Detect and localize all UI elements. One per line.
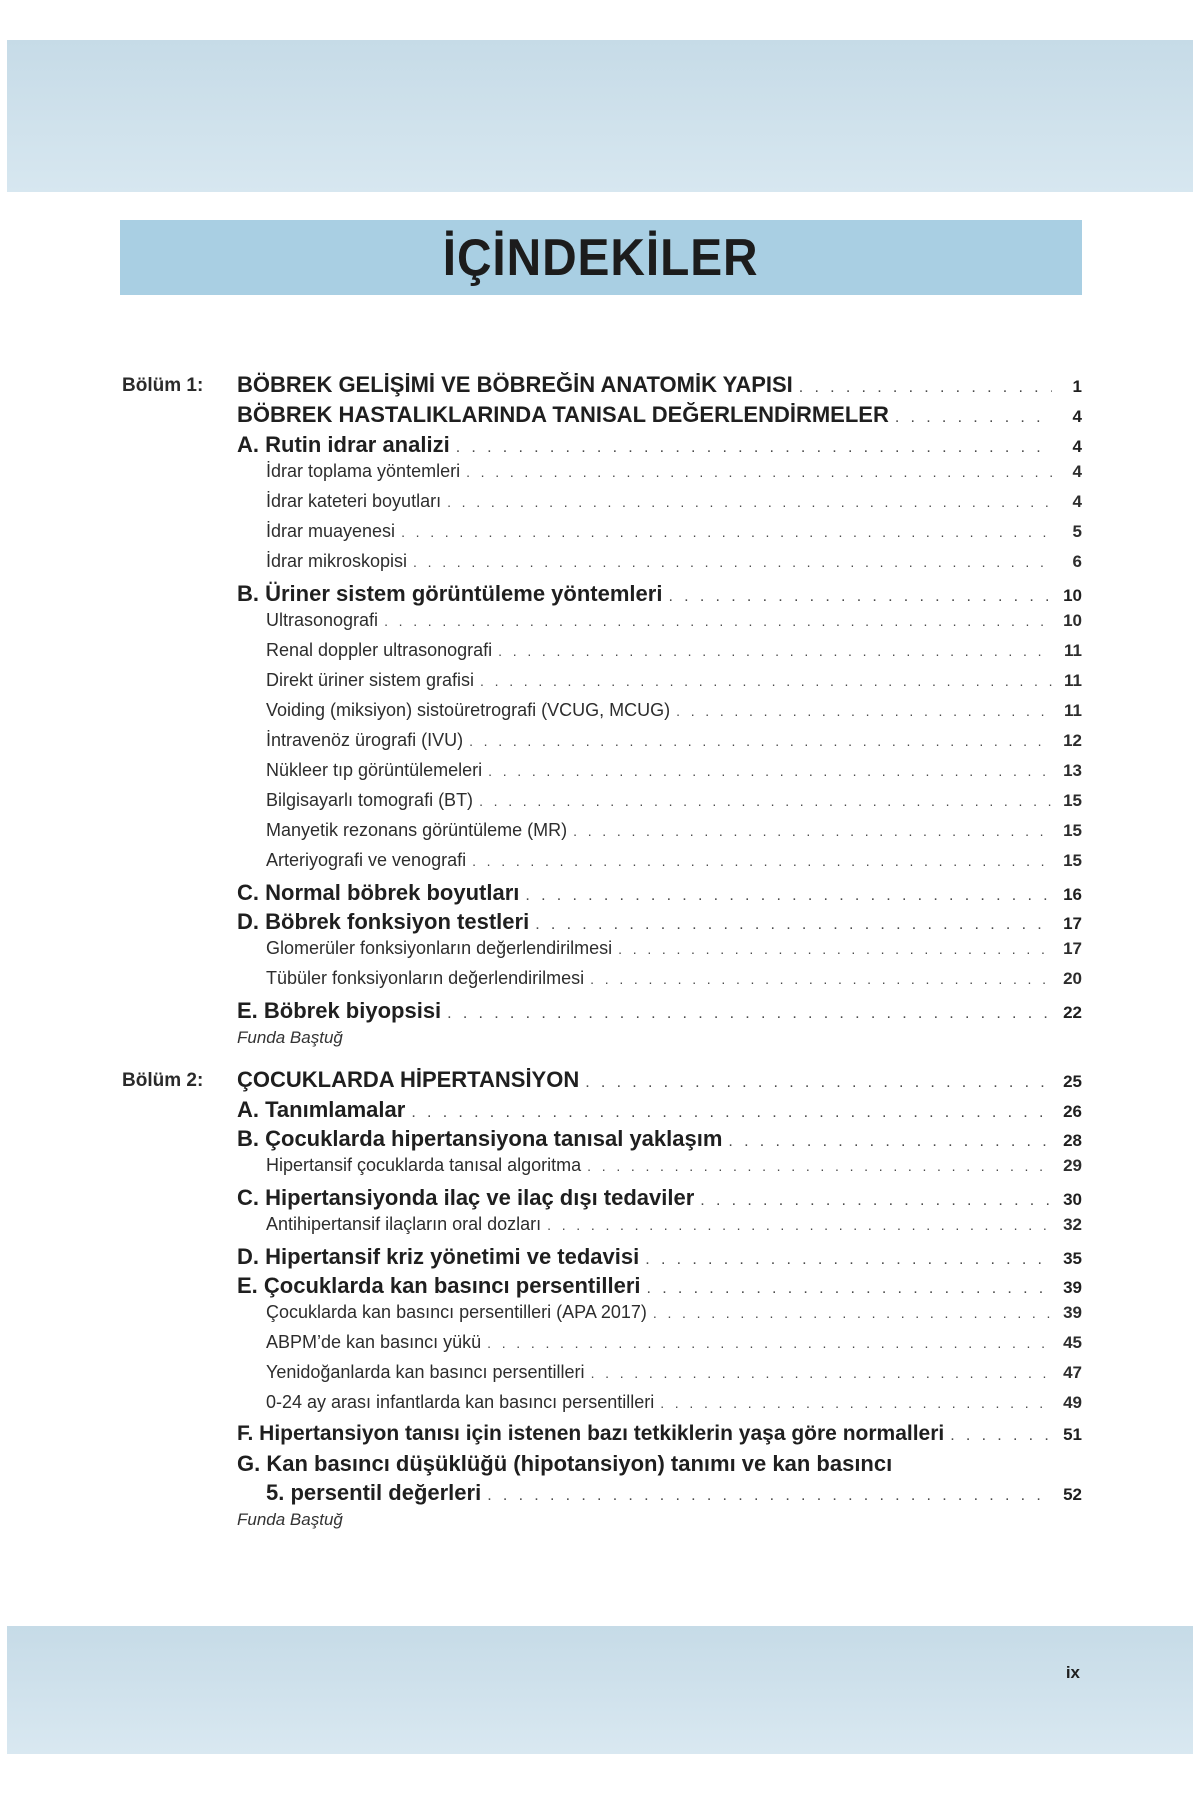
- toc-entry[interactable]: [237, 998, 1082, 1027]
- toc-entry-page: 26: [1063, 1102, 1082, 1121]
- toc-entry-title: Ultrasonografi: [266, 610, 379, 630]
- toc-entry-title: Arteriyografi ve venografi: [266, 850, 467, 870]
- toc-entry-title: 5. persentil değerleri: [266, 1480, 482, 1505]
- toc-entry-title: B. Üriner sistem görüntüleme yöntemleri: [237, 581, 663, 606]
- toc-entry-title: E. Çocuklarda kan basıncı persentilleri: [237, 1273, 641, 1298]
- toc-entry-page: 47: [1063, 1363, 1082, 1382]
- toc-entry[interactable]: [237, 1126, 1082, 1155]
- header-band: [7, 40, 1193, 192]
- leader-dots: [447, 494, 1052, 510]
- toc-entry-page: 10: [1063, 611, 1082, 630]
- leader-dots: [487, 1335, 1052, 1351]
- toc-entry[interactable]: [266, 968, 1082, 998]
- toc-entry-title: İdrar toplama yöntemleri: [266, 461, 461, 481]
- toc-entry-page: 5: [1072, 522, 1082, 541]
- toc-entry[interactable]: [266, 790, 1082, 820]
- toc-entry-page: 39: [1063, 1303, 1082, 1322]
- toc-entry-title: A. Tanımlamalar: [237, 1097, 406, 1122]
- leader-dots: [480, 673, 1052, 689]
- toc-entry[interactable]: [122, 372, 1082, 402]
- page-number: ix: [1065, 1663, 1080, 1682]
- leader-dots: [479, 793, 1052, 809]
- toc-entry-page: 15: [1063, 851, 1082, 870]
- leader-dots: [728, 1133, 1052, 1151]
- leader-dots: [384, 613, 1052, 629]
- toc-entry-title: D. Böbrek fonksiyon testleri: [237, 909, 530, 934]
- toc-entry-page: 25: [1063, 1072, 1082, 1091]
- toc-entry-title: Tübüler fonksiyonların değerlendirilmesi: [266, 968, 585, 988]
- toc-entry-page: 52: [1063, 1485, 1082, 1504]
- toc-entry-page: 11: [1064, 641, 1082, 660]
- toc-entry-page: 4: [1072, 407, 1082, 426]
- toc-entry[interactable]: [237, 402, 1082, 432]
- leader-dots: [700, 1192, 1052, 1210]
- leader-dots: [587, 1158, 1052, 1174]
- toc-entry[interactable]: [266, 640, 1082, 670]
- toc-entry[interactable]: [266, 1332, 1082, 1362]
- toc-entry-title: İntravenöz ürografi (IVU): [266, 730, 464, 750]
- toc-entry-page: 11: [1064, 701, 1082, 720]
- leader-dots: [411, 1104, 1052, 1122]
- leader-dots: [653, 1305, 1052, 1321]
- leader-dots: [660, 1395, 1052, 1411]
- leader-dots: [535, 916, 1052, 934]
- toc-entry[interactable]: [237, 1185, 1082, 1214]
- toc-entry[interactable]: [237, 1422, 1082, 1451]
- leader-dots: [498, 643, 1052, 659]
- toc-entry-title: Antihipertansif ilaçların oral dozları: [266, 1214, 542, 1234]
- toc-entry-page: 51: [1063, 1425, 1082, 1444]
- leader-dots: [647, 1280, 1053, 1298]
- toc-entry-page: 15: [1063, 791, 1082, 810]
- toc-entry[interactable]: [266, 730, 1082, 760]
- toc-entry-line[interactable]: [237, 1451, 1082, 1480]
- toc-entry[interactable]: [266, 491, 1082, 521]
- toc-entry-title: İdrar muayenesi: [266, 521, 396, 541]
- toc-entry-page: 28: [1063, 1131, 1082, 1150]
- toc-entry-page: 49: [1063, 1393, 1082, 1412]
- toc-entry-title: A. Rutin idrar analizi: [237, 432, 450, 457]
- toc-entry[interactable]: [266, 551, 1082, 581]
- toc-entry-title: 0-24 ay arası infantlarda kan basıncı persentilleri: [266, 1392, 655, 1412]
- leader-dots: [469, 733, 1052, 749]
- chapter-label: Bölüm 2:: [122, 1070, 204, 1091]
- leader-dots: [488, 763, 1052, 779]
- toc-entry-title: G. Kan basıncı düşüklüğü (hipotansiyon) tanımı ve kan basıncı: [237, 1451, 893, 1476]
- toc-entry-page: 35: [1063, 1249, 1082, 1268]
- toc-entry-page: 13: [1063, 761, 1082, 780]
- toc-entry[interactable]: [266, 521, 1082, 551]
- toc-entry-page: 17: [1063, 939, 1082, 958]
- table-of-contents: [122, 372, 1082, 1549]
- leader-dots: [799, 379, 1052, 397]
- toc-entry-page: 29: [1063, 1156, 1082, 1175]
- toc-entry[interactable]: [237, 1273, 1082, 1302]
- toc-entry-title: İdrar kateteri boyutları: [266, 491, 442, 511]
- toc-entry-title: Yenidoğanlarda kan basıncı persentilleri: [266, 1362, 585, 1382]
- leader-dots: [591, 1365, 1052, 1381]
- toc-entry-title: Manyetik rezonans görüntüleme (MR): [266, 820, 568, 840]
- toc-entry-page: 17: [1063, 914, 1082, 933]
- leader-dots: [487, 1487, 1052, 1505]
- toc-entry[interactable]: [237, 1097, 1082, 1126]
- toc-entry-page: 11: [1064, 671, 1082, 690]
- toc-entry-page: 4: [1072, 462, 1082, 481]
- toc-entry-title: Glomerüler fonksiyonların değerlendirilmesi: [266, 938, 613, 958]
- author-name: Funda Baştuğ: [237, 1028, 343, 1047]
- toc-entry-page: 20: [1063, 969, 1082, 988]
- toc-entry-title: ABPM’de kan basıncı yükü: [266, 1332, 482, 1352]
- leader-dots: [447, 1005, 1052, 1023]
- toc-entry-page: 4: [1072, 492, 1082, 511]
- toc-entry-title: BÖBREK GELİŞİMİ VE BÖBREĞİN ANATOMİK YAPISI: [237, 372, 793, 397]
- leader-dots: [950, 1427, 1052, 1445]
- leader-dots: [573, 823, 1052, 839]
- leader-dots: [676, 703, 1052, 719]
- toc-entry[interactable]: [266, 461, 1082, 491]
- leader-dots: [413, 554, 1052, 570]
- toc-entry-page: 22: [1063, 1003, 1082, 1022]
- toc-entry[interactable]: [266, 1392, 1082, 1422]
- toc-entry-page: 45: [1063, 1333, 1082, 1352]
- toc-entry-title: Voiding (miksiyon) sistoüretrografi (VCUG, MCUG): [266, 700, 671, 720]
- toc-entry-page: 1: [1072, 377, 1082, 396]
- leader-dots: [456, 439, 1052, 457]
- toc-entry[interactable]: [237, 909, 1082, 938]
- toc-entry-page: 39: [1063, 1278, 1082, 1297]
- toc-entry[interactable]: [266, 1214, 1082, 1244]
- toc-entry-title: Bilgisayarlı tomografi (BT): [266, 790, 474, 810]
- toc-entry[interactable]: [266, 760, 1082, 790]
- toc-entry-page: 15: [1063, 821, 1082, 840]
- toc-entry-title: BÖBREK HASTALIKLARINDA TANISAL DEĞERLENDİRMELER: [237, 402, 889, 427]
- toc-entry-page: 6: [1072, 552, 1082, 571]
- leader-dots: [466, 464, 1052, 480]
- toc-entry[interactable]: [266, 1362, 1082, 1392]
- page-title: İÇİNDEKİLER: [443, 228, 759, 287]
- toc-entry-title: İdrar mikroskopisi: [266, 551, 408, 571]
- author-name: Funda Baştuğ: [237, 1510, 343, 1529]
- toc-entry[interactable]: [237, 432, 1082, 461]
- toc-entry[interactable]: [237, 880, 1082, 909]
- toc-entry-title: Direkt üriner sistem grafisi: [266, 670, 475, 690]
- leader-dots: [590, 971, 1052, 987]
- toc-entry[interactable]: [266, 1480, 1082, 1509]
- toc-entry-title: Hipertansif çocuklarda tanısal algoritma: [266, 1155, 582, 1175]
- toc-entry-page: 16: [1063, 885, 1082, 904]
- leader-dots: [668, 588, 1052, 606]
- toc-entry-title: C. Normal böbrek boyutları: [237, 880, 520, 905]
- toc-entry[interactable]: [266, 610, 1082, 640]
- footer-band: [7, 1626, 1193, 1754]
- toc-entry[interactable]: [237, 581, 1082, 610]
- leader-dots: [525, 887, 1052, 905]
- toc-entry-title: F. Hipertansiyon tanısı için istenen bazı tetkiklerin yaşa göre normalleri: [237, 1422, 945, 1445]
- toc-entry-title: B. Çocuklarda hipertansiyona tanısal yaklaşım: [237, 1126, 723, 1151]
- toc-entry-title: Nükleer tıp görüntülemeleri: [266, 760, 483, 780]
- toc-entry-page: 32: [1063, 1215, 1082, 1234]
- leader-dots: [472, 853, 1052, 869]
- leader-dots: [618, 941, 1052, 957]
- toc-entry[interactable]: [266, 1155, 1082, 1185]
- toc-entry[interactable]: [266, 850, 1082, 880]
- toc-entry-title: ÇOCUKLARDA HİPERTANSİYON: [237, 1067, 580, 1092]
- leader-dots: [547, 1217, 1052, 1233]
- toc-entry-page: 12: [1063, 731, 1082, 750]
- toc-entry[interactable]: [122, 1067, 1082, 1097]
- toc-entry-page: 4: [1072, 437, 1082, 456]
- toc-entry-title: C. Hipertansiyonda ilaç ve ilaç dışı tedaviler: [237, 1185, 695, 1210]
- toc-entry-title: D. Hipertansif kriz yönetimi ve tedavisi: [237, 1244, 640, 1269]
- leader-dots: [895, 409, 1052, 427]
- toc-entry[interactable]: [266, 820, 1082, 850]
- leader-dots: [645, 1251, 1052, 1269]
- toc-entry-page: 30: [1063, 1190, 1082, 1209]
- toc-entry-title: E. Böbrek biyopsisi: [237, 998, 442, 1023]
- toc-entry-page: 10: [1063, 586, 1082, 605]
- leader-dots: [585, 1074, 1052, 1092]
- title-bar: [120, 220, 1082, 295]
- toc-entry-title: Renal doppler ultrasonografi: [266, 640, 493, 660]
- leader-dots: [401, 524, 1052, 540]
- toc-entry[interactable]: [266, 938, 1082, 968]
- chapter-label: Bölüm 1:: [122, 375, 204, 396]
- toc-entry[interactable]: [266, 670, 1082, 700]
- toc-entry[interactable]: [266, 700, 1082, 730]
- toc-entry[interactable]: [237, 1244, 1082, 1273]
- toc-entry-title: Çocuklarda kan basıncı persentilleri (APA 2017): [266, 1302, 647, 1322]
- toc-entry[interactable]: [266, 1302, 1082, 1332]
